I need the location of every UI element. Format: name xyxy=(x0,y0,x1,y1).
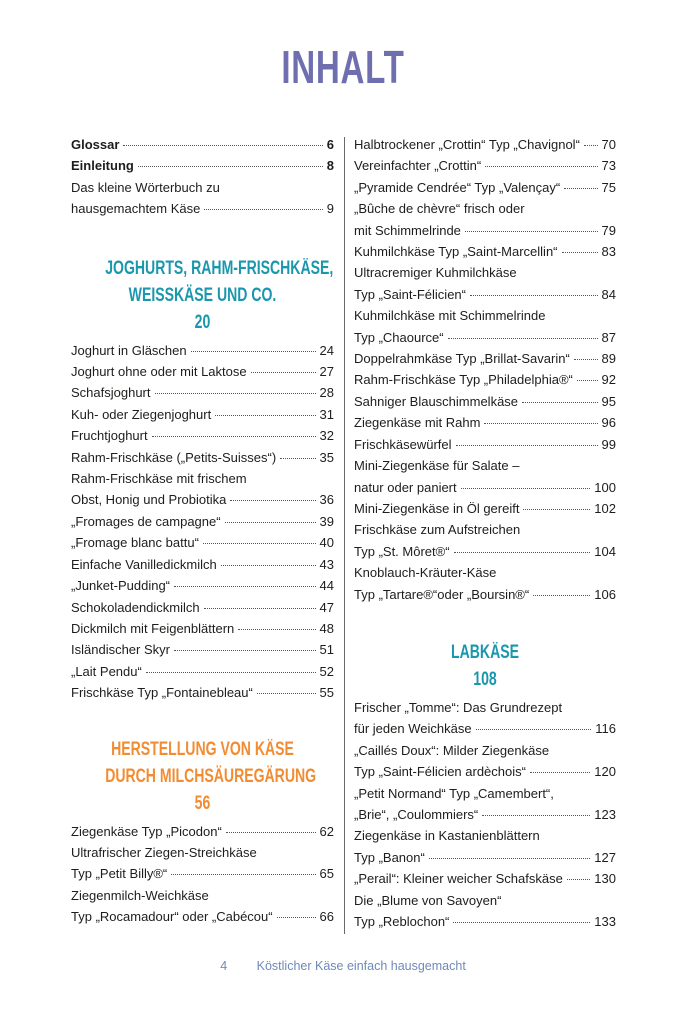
toc-entry-page: 35 xyxy=(319,449,334,465)
toc-entry-page: 47 xyxy=(319,599,334,615)
section-heading-line: WEISSKÄSE UND CO. xyxy=(128,284,277,306)
toc-entry[interactable] xyxy=(71,468,334,511)
dot-leader xyxy=(204,608,316,609)
toc-entry-page: 84 xyxy=(601,286,616,302)
section-heading-line: JOGHURTS, RAHM-FRISCHKÄSE, xyxy=(105,257,334,279)
toc-entry-title: hausgemachtem Käse xyxy=(71,201,201,217)
toc-entry[interactable] xyxy=(71,134,334,155)
toc-entry[interactable] xyxy=(71,511,334,532)
dot-leader xyxy=(564,188,597,189)
toc-entry-page: 102 xyxy=(594,500,616,516)
toc-entry-page: 75 xyxy=(601,179,616,195)
toc-entry-title: Frischkäsewürfel xyxy=(354,436,452,452)
dot-leader xyxy=(584,145,598,146)
toc-entry[interactable] xyxy=(354,562,616,605)
toc-entry-title: Mini-Ziegenkäse in Öl gereift xyxy=(354,500,520,516)
toc-entry[interactable] xyxy=(354,155,616,176)
toc-entry-page: 36 xyxy=(319,492,334,508)
toc-entry-page: 99 xyxy=(601,436,616,452)
toc-entry-title: Halbtrockener „Crottin“ Typ „Chavignol“ xyxy=(354,137,580,152)
toc-entry-title: Ziegenkäse mit Rahm xyxy=(354,415,481,431)
dot-leader xyxy=(204,209,322,210)
toc-entry[interactable] xyxy=(71,639,334,660)
toc-entry-title: „Caillés Doux“: Milder Ziegenkäse xyxy=(354,742,550,758)
toc-entry[interactable] xyxy=(354,412,616,433)
toc-entry-page: 9 xyxy=(326,201,334,217)
toc-entry-title: Vereinfachter „Crottin“ xyxy=(354,158,482,174)
toc-entry-title: Frischer „Tomme“: Das Grundrezept xyxy=(354,699,563,715)
toc-entry-page: 104 xyxy=(594,543,616,559)
toc-entry-page: 79 xyxy=(601,222,616,238)
toc-entry[interactable] xyxy=(354,262,616,305)
toc-entry-page: 62 xyxy=(319,823,334,839)
toc-entry-title: „Bûche de chèvre“ frisch oder xyxy=(354,201,525,217)
toc-entry-page: 6 xyxy=(326,137,334,152)
toc-entry-page: 116 xyxy=(595,721,616,737)
toc-entry[interactable] xyxy=(71,340,334,361)
toc-entry[interactable] xyxy=(354,868,616,889)
toc-entry[interactable] xyxy=(71,885,334,928)
dot-leader xyxy=(453,922,590,923)
toc-column-left xyxy=(71,134,334,928)
section-heading xyxy=(105,736,317,817)
toc-entry-title: Typ „Reblochon“ xyxy=(354,914,450,929)
dot-leader xyxy=(533,595,590,596)
toc-entry-page: 32 xyxy=(319,428,334,444)
toc-entry-page: 92 xyxy=(601,372,616,388)
toc-entry-page: 31 xyxy=(319,406,334,422)
section-heading-line: LABKÄSE xyxy=(451,641,519,663)
toc-entry-page: 133 xyxy=(594,914,616,929)
toc-entry[interactable] xyxy=(354,519,616,562)
toc-entry-page: 73 xyxy=(601,158,616,174)
toc-entry[interactable] xyxy=(71,177,334,220)
toc-entry[interactable] xyxy=(354,740,616,783)
toc-entry-title: Glossar xyxy=(71,137,120,152)
toc-entry[interactable] xyxy=(71,842,334,885)
toc-entry[interactable] xyxy=(71,554,334,575)
toc-entry-title: Isländischer Skyr xyxy=(71,642,170,658)
toc-entry[interactable] xyxy=(71,661,334,682)
toc-entry-title: Rahm-Frischkäse („Petits-Suisses“) xyxy=(71,449,277,465)
toc-entry[interactable] xyxy=(71,821,334,842)
toc-entry-title: „Pyramide Cendrée“ Typ „Valençay“ xyxy=(354,179,561,195)
toc-entry-page: 28 xyxy=(319,385,334,401)
section-heading-line: HERSTELLUNG VON KÄSE xyxy=(111,738,294,760)
toc-entry-title: „Lait Pendu“ xyxy=(71,663,142,679)
dot-leader xyxy=(138,166,323,167)
toc-entry-title: Typ „Saint-Félicien“ xyxy=(354,286,466,302)
toc-entry-page: 120 xyxy=(594,764,616,780)
toc-entry[interactable] xyxy=(354,177,616,198)
toc-entry[interactable] xyxy=(354,498,616,519)
toc-entry-page: 106 xyxy=(594,586,616,602)
toc-entry-title: Kuh- oder Ziegenjoghurt xyxy=(71,406,212,422)
toc-entry[interactable] xyxy=(354,348,616,369)
dot-leader xyxy=(251,372,316,373)
toc-entry[interactable] xyxy=(354,198,616,241)
dot-leader xyxy=(155,393,316,394)
dot-leader xyxy=(230,500,315,501)
section-heading-line: DURCH MILCHSÄUREGÄRUNG xyxy=(105,765,317,787)
toc-entry-page: 40 xyxy=(319,535,334,551)
dot-leader xyxy=(203,543,316,544)
toc-entry[interactable] xyxy=(71,447,334,468)
toc-entry-title: Typ „Banon“ xyxy=(354,849,425,865)
toc-entry-title: Ultrafrischer Ziegen-Streichkäse xyxy=(71,844,257,860)
dot-leader xyxy=(123,145,322,146)
dot-leader xyxy=(567,879,590,880)
section-start-page: 20 xyxy=(194,311,211,333)
toc-entry-title: „Fromages de campagne“ xyxy=(71,513,221,529)
page-title: INHALT xyxy=(281,41,405,93)
toc-entry-title: Ziegenkäse Typ „Picodon“ xyxy=(71,823,222,839)
toc-entry-page: 95 xyxy=(601,393,616,409)
toc-entry-title: Fruchtjoghurt xyxy=(71,428,148,444)
toc-entry-page: 43 xyxy=(319,556,334,572)
toc-entry-title: Typ „Saint-Félicien ardèchois“ xyxy=(354,764,526,780)
dot-leader xyxy=(476,729,592,730)
toc-entry-page: 48 xyxy=(319,620,334,636)
dot-leader xyxy=(238,629,315,630)
dot-leader xyxy=(277,917,316,918)
toc-entry-title: Ziegenkäse in Kastanienblättern xyxy=(354,828,540,844)
toc-entry-page: 83 xyxy=(601,244,616,260)
dot-leader xyxy=(174,650,316,651)
toc-entry-title: natur oder paniert xyxy=(354,479,457,495)
toc-entry-title: für jeden Weichkäse xyxy=(354,721,472,737)
dot-leader xyxy=(482,815,590,816)
toc-entry-title: „Fromage blanc battu“ xyxy=(71,535,199,551)
toc-entry-page: 52 xyxy=(319,663,334,679)
toc-entry-page: 123 xyxy=(594,806,616,822)
dot-leader xyxy=(146,672,316,673)
dot-leader xyxy=(448,338,598,339)
toc-entry[interactable] xyxy=(71,155,334,176)
toc-entry-page: 89 xyxy=(601,351,616,367)
toc-entry[interactable] xyxy=(71,682,334,703)
toc-entry[interactable] xyxy=(354,697,616,740)
toc-entry[interactable] xyxy=(354,434,616,455)
toc-entry-title: Schokoladendickmilch xyxy=(71,599,200,615)
toc-entry-title: Ziegenmilch-Weichkäse xyxy=(71,887,209,903)
column-divider xyxy=(344,137,345,934)
toc-entry-page: 127 xyxy=(594,849,616,865)
toc-entry[interactable] xyxy=(354,391,616,412)
dot-leader xyxy=(152,436,316,437)
toc-entry-page: 39 xyxy=(319,513,334,529)
toc-entry-title: Doppelrahmkäse Typ „Brillat-Savarin“ xyxy=(354,351,570,367)
toc-entry[interactable] xyxy=(71,425,334,446)
toc-entry[interactable] xyxy=(71,532,334,553)
toc-entry-title: Ultracremiger Kuhmilchkäse xyxy=(354,265,517,281)
toc-entry-title: Mini-Ziegenkäse für Salate – xyxy=(354,458,520,474)
toc-entry-page: 70 xyxy=(601,137,616,152)
toc-entry[interactable] xyxy=(71,361,334,382)
toc-entry-title: Schafsjoghurt xyxy=(71,385,151,401)
toc-entry-title: Einleitung xyxy=(71,158,134,174)
toc-entry-title: Obst, Honig und Probiotika xyxy=(71,492,227,508)
toc-entry-title: Knoblauch-Kräuter-Käse xyxy=(354,565,497,581)
toc-entry[interactable] xyxy=(354,825,616,868)
dot-leader xyxy=(174,586,316,587)
toc-entry[interactable] xyxy=(354,890,616,933)
dot-leader xyxy=(215,415,315,416)
toc-entry[interactable] xyxy=(354,455,616,498)
section-start-page: 108 xyxy=(473,668,497,690)
toc-entry-title: Sahniger Blauschimmelkäse xyxy=(354,393,519,409)
toc-entry-page: 96 xyxy=(601,415,616,431)
section-start-page: 56 xyxy=(194,792,211,814)
toc-entry-page: 66 xyxy=(319,909,334,925)
toc-entry[interactable] xyxy=(354,134,616,155)
toc-entry[interactable] xyxy=(71,597,334,618)
toc-entry-title: Joghurt in Gläschen xyxy=(71,342,187,358)
toc-entry-title: Rahm-Frischkäse Typ „Philadelphia®“ xyxy=(354,372,573,388)
toc-entry-title: „Petit Normand“ Typ „Camembert“, xyxy=(354,785,554,801)
dot-leader xyxy=(226,832,316,833)
toc-entry[interactable] xyxy=(71,382,334,403)
footer-book-title: Köstlicher Käse einfach hausgemacht xyxy=(256,959,466,973)
dot-leader xyxy=(280,458,315,459)
toc-column-right xyxy=(354,134,616,932)
dot-leader xyxy=(530,772,590,773)
footer-page-number: 4 xyxy=(220,959,228,973)
toc-entry-title: Die „Blume von Savoyen“ xyxy=(354,892,502,908)
toc-entry-page: 100 xyxy=(594,479,616,495)
toc-entry-title: Rahm-Frischkäse mit frischem xyxy=(71,471,247,487)
toc-entry-title: Das kleine Wörterbuch zu xyxy=(71,179,220,195)
toc-entry[interactable] xyxy=(354,369,616,390)
toc-entry-page: 44 xyxy=(319,578,334,594)
toc-entry[interactable] xyxy=(71,575,334,596)
dot-leader xyxy=(465,231,598,232)
dot-leader xyxy=(191,351,316,352)
toc-entry-page: 65 xyxy=(319,866,334,882)
section-heading xyxy=(105,255,334,336)
dot-leader xyxy=(454,552,591,553)
toc-entry-title: „Junket-Pudding“ xyxy=(71,578,170,594)
dot-leader xyxy=(456,445,598,446)
toc-entry-title: Typ „Petit Billy®“ xyxy=(71,866,168,882)
toc-entry-title: Einfache Vanilledickmilch xyxy=(71,556,217,572)
toc-entry-title: Typ „Rocamadour“ oder „Cabécou“ xyxy=(71,909,273,925)
dot-leader xyxy=(221,565,316,566)
dot-leader xyxy=(522,402,598,403)
page-footer xyxy=(0,959,686,973)
toc-entry[interactable] xyxy=(354,241,616,262)
toc-entry-title: „Brie“, „Coulommiers“ xyxy=(354,806,479,822)
toc-entry[interactable] xyxy=(71,404,334,425)
toc-entry-title: Typ „Tartare®“oder „Boursin®“ xyxy=(354,586,530,602)
toc-entry-page: 51 xyxy=(319,642,334,658)
toc-entry-title: „Perail“: Kleiner weicher Schafskäse xyxy=(354,871,563,887)
dot-leader xyxy=(562,252,598,253)
toc-entry-title: mit Schimmelrinde xyxy=(354,222,461,238)
toc-entry[interactable] xyxy=(354,783,616,826)
toc-entry-title: Joghurt ohne oder mit Laktose xyxy=(71,364,247,380)
dot-leader xyxy=(484,423,597,424)
toc-entry-page: 55 xyxy=(319,685,334,701)
toc-entry-title: Dickmilch mit Feigenblättern xyxy=(71,620,235,636)
toc-entry-title: Kuhmilchkäse Typ „Saint-Marcellin“ xyxy=(354,244,558,260)
section-heading xyxy=(388,639,582,693)
dot-leader xyxy=(577,380,598,381)
toc-entry-page: 24 xyxy=(319,342,334,358)
dot-leader xyxy=(485,166,597,167)
toc-entry-page: 8 xyxy=(326,158,334,174)
toc-entry-title: Frischkäse Typ „Fontainebleau“ xyxy=(71,685,253,701)
dot-leader xyxy=(461,488,591,489)
toc-entry[interactable] xyxy=(354,305,616,348)
toc-entry-title: Typ „Chaource“ xyxy=(354,329,444,345)
toc-entry-page: 130 xyxy=(594,871,616,887)
toc-entry-title: Typ „St. Môret®“ xyxy=(354,543,450,559)
dot-leader xyxy=(429,858,590,859)
dot-leader xyxy=(574,359,598,360)
toc-entry[interactable] xyxy=(71,618,334,639)
toc-entry-title: Frischkäse zum Aufstreichen xyxy=(354,522,521,538)
toc-entry-title: Kuhmilchkäse mit Schimmelrinde xyxy=(354,308,546,324)
dot-leader xyxy=(257,693,316,694)
dot-leader xyxy=(225,522,316,523)
toc-entry-page: 27 xyxy=(319,364,334,380)
dot-leader xyxy=(523,509,590,510)
toc-entry-page: 87 xyxy=(601,329,616,345)
dot-leader xyxy=(470,295,598,296)
dot-leader xyxy=(171,874,315,875)
